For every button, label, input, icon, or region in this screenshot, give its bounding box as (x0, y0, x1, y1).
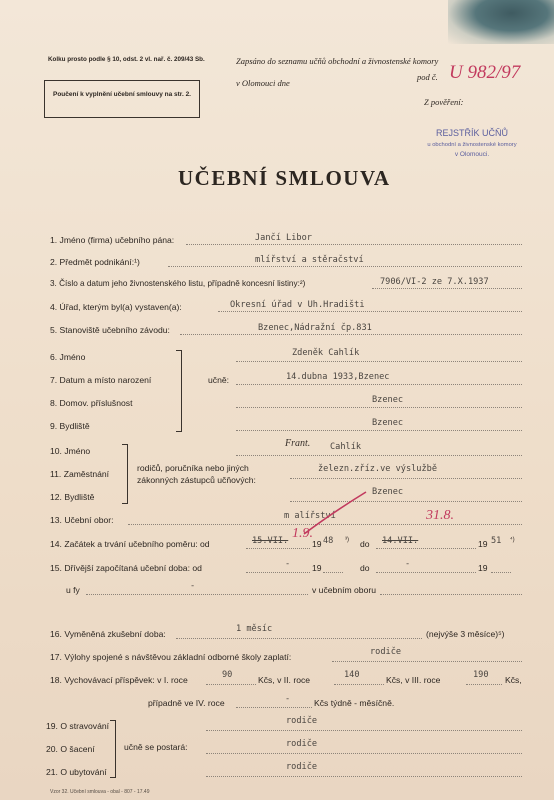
field-2-value: mlířství a stěračství (255, 255, 364, 265)
instructions-box (44, 80, 200, 118)
field-14-to: 14.VII. (382, 536, 419, 546)
ink-stain (448, 0, 554, 44)
field-3-value: 7906/VI-2 ze 7.X.1937 (380, 277, 489, 287)
field-18-year1: 90 (222, 670, 233, 680)
field-7-value: 14.dubna 1933,Bzenec (286, 372, 390, 382)
field-20-value: rodiče (286, 739, 318, 749)
field-21-value: rodiče (286, 762, 318, 772)
field-16-note: (nejvýše 3 měsíce)⁵) (426, 629, 505, 639)
field-9-label: 9. Bydliště (50, 421, 90, 431)
field-6-label: 6. Jméno (50, 352, 86, 362)
field-15-year-prefix-2: 19 (478, 563, 488, 573)
field-8-label: 8. Domov. příslušnost (50, 398, 133, 408)
field-7-label: 7. Datum a místo narození (50, 375, 152, 385)
field-17-value: rodiče (370, 647, 402, 657)
field-19-label: 19. O stravování (46, 721, 110, 731)
field-14-label: 14. Začátek a trvání učebního poměru: od (50, 539, 210, 549)
field-14-from-year: 48 (323, 536, 334, 546)
field-15-year-prefix-1: 19 (312, 563, 322, 573)
field-18-label: 18. Vychovávací příspěvek: v I. roce (50, 675, 188, 685)
field-14-to-year: 51 (491, 536, 502, 546)
field-18-kcs3: Kčs, (505, 675, 522, 685)
registry-stamp-line2: u obchodní a živnostenské komory (427, 142, 517, 148)
handwritten-strike (300, 488, 370, 538)
field-14-from: 15.VII. (252, 536, 289, 546)
parents-label: rodičů, poručníka nebo jiných zákonných zástupců učňových: (137, 463, 256, 485)
field-18-year4-label: případně ve IV. roce (148, 698, 225, 708)
field-18-year3: 190 (473, 670, 489, 680)
field-18-year2: 140 (344, 670, 360, 680)
field-21-label: 21. O ubytování (46, 767, 107, 777)
field-14-from-handwritten: 1.9. (292, 526, 313, 541)
parents-brace (122, 444, 128, 504)
field-15-label: 15. Dřívější započítaná učební doba: od (50, 563, 202, 573)
field-11-label: 11. Zaměstnání (50, 469, 110, 479)
field-16-label: 16. Vyměněná zkušební doba: (50, 629, 166, 639)
field-4-value: Okresní úřad v Uh.Hradišti (230, 300, 365, 310)
field-15-company-value: - (190, 581, 196, 591)
field-2-label: 2. Předmět podnikání:¹) (50, 257, 140, 267)
field-15-from: - (285, 559, 291, 569)
registry-line-2: v Olomouci dne (236, 78, 290, 88)
field-20-label: 20. O šacení (46, 744, 95, 754)
field-13-label: 13. Učební obor: (50, 515, 114, 525)
field-18-kcs1: Kčs, v II. roce (258, 675, 311, 685)
field-18-year4-tail: Kčs týdně - měsíčně. (314, 698, 395, 708)
field-14-note4: ⁴) (510, 537, 515, 543)
registry-stamp-title: REJSTŘÍK UČŇŮ (435, 128, 508, 138)
field-18-year4: - (285, 694, 291, 704)
registry-stamp-line3: v Olomouci. (454, 151, 490, 158)
field-10-value: Cahlík (330, 442, 362, 452)
field-14-note3: ³) (345, 537, 349, 543)
field-5-value: Bzenec,Nádražní čp.831 (258, 323, 372, 333)
field-15-to: - (405, 559, 411, 569)
field-12-label: 12. Bydliště (50, 492, 95, 502)
apprentice-label: učně: (208, 375, 230, 385)
field-1-label: 1. Jméno (firma) učebního pána: (50, 235, 175, 245)
apprentice-brace (176, 350, 182, 432)
field-15-trade-label: v učebním oboru (312, 585, 377, 595)
document-title: UČEBNÍ SMLOUVA (178, 166, 391, 190)
field-16-value: 1 měsíc (236, 624, 273, 634)
care-brace (110, 720, 116, 778)
register-number-label: pod č. (417, 72, 438, 82)
care-label: učně se postará: (124, 742, 188, 752)
field-8-value: Bzenec (372, 395, 404, 405)
field-13-value: m alířství (284, 511, 336, 521)
register-number: U 982/97 (449, 62, 521, 83)
field-15-company-label: u fy (66, 585, 80, 595)
instructions-text: Poučení k vyplnění učební smlouvy na str. 2. (53, 91, 191, 98)
form-footer: Vzor 32. Učební smlouva - obal - 807 - 17.49 (50, 789, 150, 795)
field-10-firstname-handwritten: Frant. (285, 438, 311, 449)
field-1-value: Jančí Libor (255, 233, 312, 243)
field-4-label: 4. Úřad, kterým byl(a) vystaven(a): (50, 302, 182, 312)
field-12-value: Bzenec (372, 487, 404, 497)
field-19-value: rodiče (286, 716, 318, 726)
field-14-to-handwritten: 31.8. (426, 508, 454, 523)
field-17-label: 17. Výlohy spojené s návštěvou základní odborné školy zaplatí: (50, 652, 292, 662)
field-3-label: 3. Číslo a datum jeho živnostenského listu, případně koncesní listiny:²) (50, 279, 306, 288)
field-6-value: Zdeněk Cahlík (292, 348, 360, 358)
field-9-value: Bzenec (372, 418, 404, 428)
field-15-do: do (360, 563, 370, 573)
stamp-duty-note: Kolku prosto podle § 10, odst. 2 vl. nař. č. 209/43 Sb. (48, 56, 205, 63)
field-14-do: do (360, 539, 370, 549)
registry-line-1: Zapsáno do seznamu učňů obchodní a živnostenské komory (236, 56, 439, 66)
authorized-label: Z pověření: (424, 97, 464, 107)
field-5-label: 5. Stanoviště učebního závodu: (50, 325, 170, 335)
field-18-kcs2: Kčs, v III. roce (386, 675, 441, 685)
field-14-year-prefix-1: 19 (312, 539, 322, 549)
field-10-label: 10. Jméno (50, 446, 91, 456)
field-14-year-prefix-2: 19 (478, 539, 488, 549)
field-11-value: železn.zříz.ve výslužbě (318, 464, 437, 474)
